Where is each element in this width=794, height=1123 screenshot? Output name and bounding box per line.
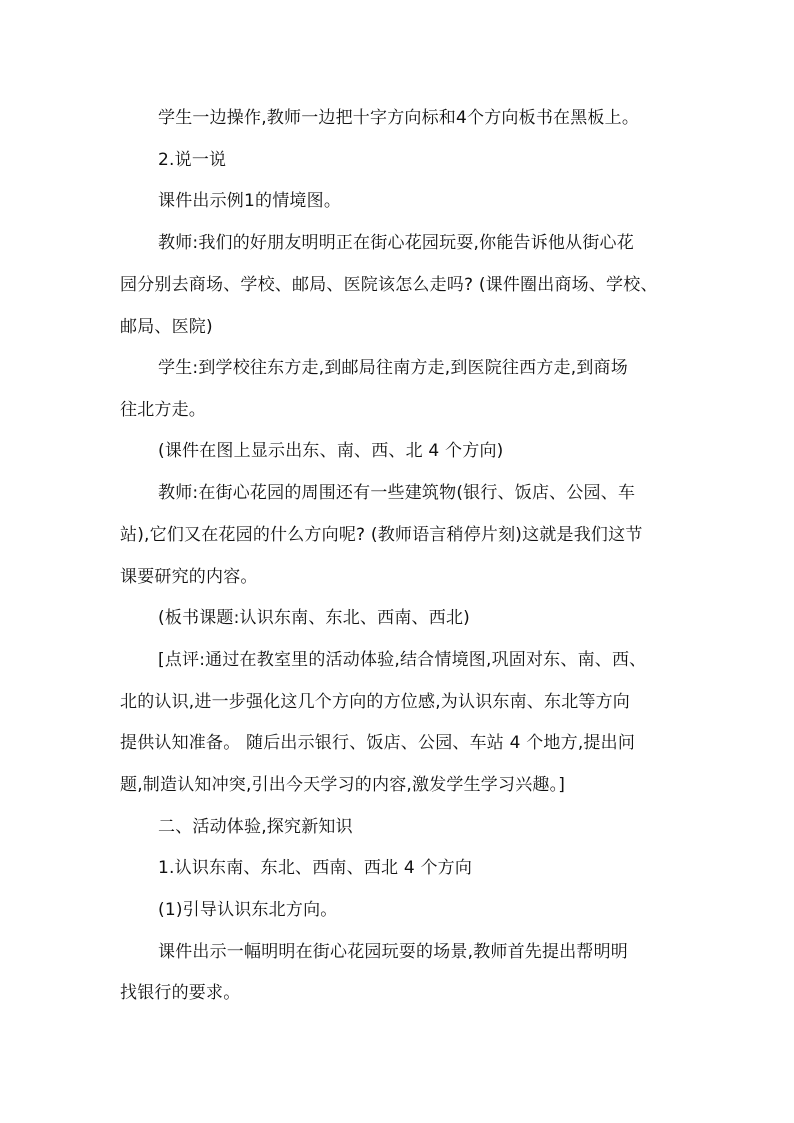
paragraph-line: 邮局、医院)	[120, 317, 213, 337]
paragraph-line: 站),它们又在花园的什么方向呢? (教师语言稍停片刻)这就是我们这节	[120, 525, 643, 545]
paragraph-line: (课件在图上显示出东、南、西、北 4 个方向)	[158, 441, 504, 461]
comment-line: 提供认知准备。 随后出示银行、饭店、公园、车站 4 个地方,提出问	[120, 733, 636, 753]
paragraph-line: 学生一边操作,教师一边把十字方向标和4个方向板书在黑板上。	[158, 108, 640, 128]
subsection-heading: 1.认识东南、东北、西南、西北 4 个方向	[158, 858, 473, 878]
paragraph-line: 园分别去商场、学校、邮局、医院该怎么走吗? (课件圈出商场、学校、	[120, 275, 658, 295]
comment-line: [点评:通过在教室里的活动体验,结合情境图,巩固对东、南、西、	[158, 650, 647, 670]
paragraph-line: 往北方走。	[120, 400, 206, 420]
paragraph-line: 教师:在街心花园的周围还有一些建筑物(银行、饭店、公园、车	[158, 483, 636, 503]
paragraph-line: 学生:到学校往东方走,到邮局往南方走,到医院往西方走,到商场	[158, 358, 628, 378]
paragraph-line: 课件出示一幅明明在街心花园玩耍的场景,教师首先提出帮明明	[158, 942, 629, 962]
paragraph-line: (板书课题:认识东南、东北、西南、西北)	[158, 608, 470, 628]
comment-line: 北的认识,进一步强化这几个方向的方位感,为认识东南、东北等方向	[120, 692, 631, 712]
paragraph-line: 找银行的要求。	[120, 983, 241, 1003]
section-heading: 二、活动体验,探究新知识	[158, 817, 353, 837]
comment-line: 题,制造认知冲突,引出今天学习的内容,激发学生学习兴趣。]	[120, 775, 566, 795]
paragraph-line: 课件出示例1的情境图。	[158, 191, 342, 211]
subsection-heading: (1)引导认识东北方向。	[158, 900, 338, 920]
section-heading: 2.说一说	[158, 150, 227, 170]
paragraph-line: 课要研究的内容。	[120, 567, 258, 587]
paragraph-line: 教师:我们的好朋友明明正在街心花园玩耍,你能告诉他从街心花	[158, 233, 634, 253]
